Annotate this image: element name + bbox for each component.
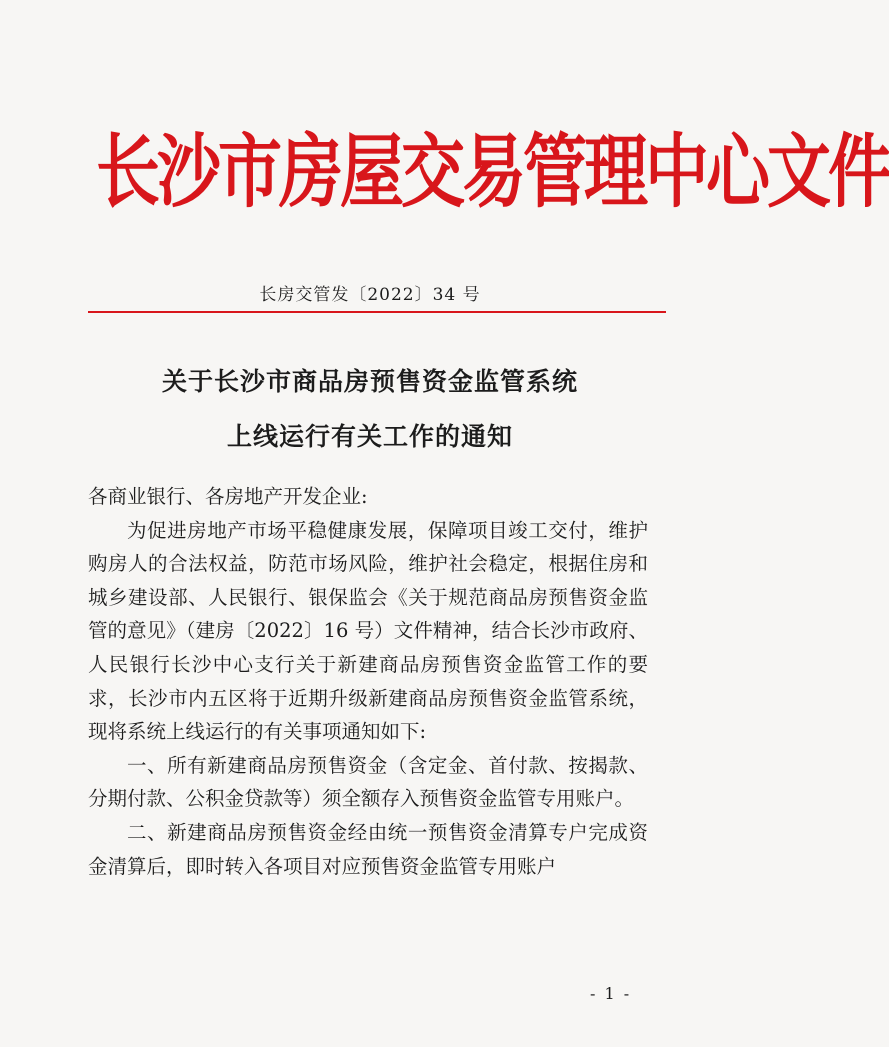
red-divider-line	[88, 311, 666, 313]
notice-title-line-1: 关于长沙市商品房预售资金监管系统	[161, 367, 578, 396]
paragraph-item-1: 一、所有新建商品房预售资金（含定金、首付款、按揭款、分期付款、公积金贷款等）须全额存入预售资金监管专用账户。	[88, 753, 648, 811]
document-number: 长房交管发〔2022〕34 号	[259, 285, 481, 305]
salutation: 各商业银行、各房地产开发企业:	[88, 485, 368, 508]
paragraph-intro: 为促进房地产市场平稳健康发展，保障项目竣工交付，维护购房人的合法权益，防范市场风险，维护社会稳定，根据住房和城乡建设部、人民银行、银保监会《关于规范商品房预售资金监管的意见》（建房〔2022〕16 号）文件精神，结合长沙市政府、人民银行长沙中心支行关于新建商品房预售资金监管工作的要求，长沙市内五区将于近期升级新建商品房预售资金监管系统，现将系统上线运行的有关事项通知如下:	[88, 518, 648, 744]
page-number: - 1 -	[590, 984, 632, 1003]
notice-body	[88, 480, 648, 883]
paragraph-item-2: 二、新建商品房预售资金经由统一预售资金清算专户完成资金清算后，即时转入各项目对应预售资金监管专用账户	[88, 820, 648, 878]
masthead-title: 长沙市房屋交易管理中心文件	[96, 126, 889, 220]
notice-title-line-2: 上线运行有关工作的通知	[226, 422, 513, 451]
